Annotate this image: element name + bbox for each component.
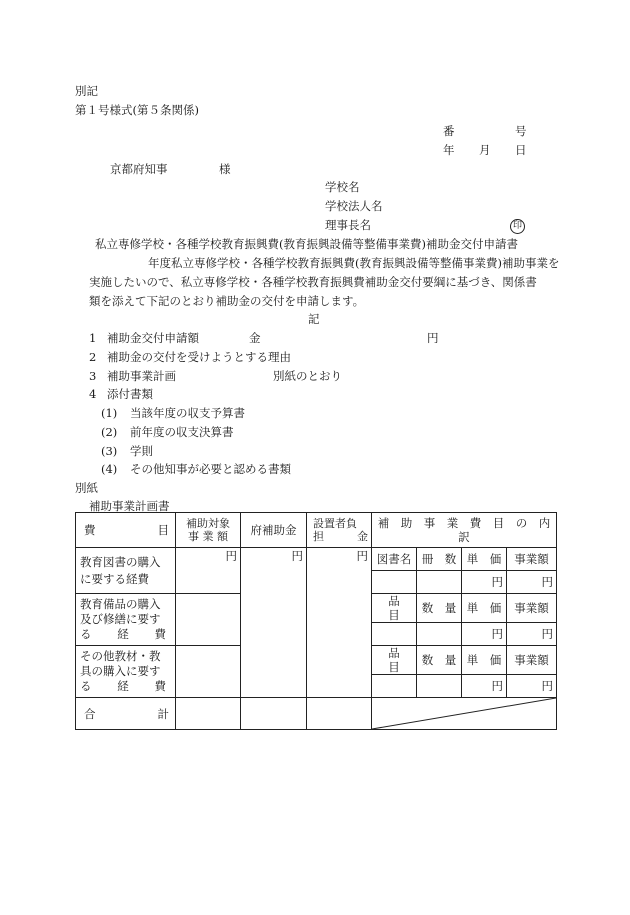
item-label: 補助事業計画 — [107, 369, 176, 383]
sub-header-item: 品 目 — [372, 646, 417, 675]
addressee-honorific: 様 — [219, 162, 231, 176]
sub-header-price: 単 価 — [462, 594, 507, 623]
cell-empty — [372, 571, 417, 594]
item-number: 1 — [89, 331, 97, 345]
item-plan-ref: 別紙のとおり — [273, 369, 342, 383]
row-equipment-name: 教育備品の購入 及び修繕に要す る 経 費 — [76, 594, 176, 646]
number-label-ban: 番 — [443, 124, 455, 138]
ki-heading: 記 — [308, 312, 320, 326]
header-target-amount: 補助対象 事 業 額 — [176, 513, 241, 548]
total-target — [176, 698, 241, 730]
attachment-label: 別記 — [75, 84, 98, 98]
attachment-number: (4) — [101, 462, 118, 476]
form-number: 第１号様式(第５条関係) — [75, 103, 199, 117]
date-year: 年 — [443, 143, 455, 157]
item-number: 4 — [89, 387, 97, 401]
row-books-target-yen: 円 — [176, 548, 241, 594]
item-number: 2 — [89, 350, 97, 364]
sub-header-qty: 冊 数 — [417, 548, 462, 571]
cell-empty — [417, 571, 462, 594]
sub-header-amount: 事業額 — [507, 594, 557, 623]
corporation-name-label: 学校法人名 — [325, 199, 383, 213]
row-equipment-target — [176, 594, 241, 646]
total-breakdown-diagonal — [372, 698, 557, 730]
annex-title: 補助事業計画書 — [89, 499, 170, 513]
attachment-label: 前年度の収支決算書 — [130, 425, 234, 439]
item-amount-kin: 金 — [249, 331, 261, 345]
chairman-name-label: 理事長名 — [325, 218, 371, 232]
burden-yen: 円 — [307, 548, 372, 698]
cell-empty — [372, 675, 417, 698]
sub-header-qty: 数 量 — [417, 594, 462, 623]
sub-header-price: 単 価 — [462, 646, 507, 675]
total-subsidy — [241, 698, 307, 730]
document-title: 私立専修学校・各種学校教育振興費(教育振興設備等整備事業費)補助金交付申請書 — [95, 237, 518, 251]
header-founder-burden: 設置者負 担 金 — [307, 513, 372, 548]
sub-header-qty: 数 量 — [417, 646, 462, 675]
date-month: 月 — [479, 143, 491, 157]
row-materials-target — [176, 646, 241, 698]
total-burden — [307, 698, 372, 730]
sub-header-amount: 事業額 — [507, 646, 557, 675]
row-materials-name: その他教材・教 具の購入に要す る 経 費 — [76, 646, 176, 698]
addressee: 京都府知事 — [110, 162, 168, 176]
diagonal-line — [372, 698, 556, 729]
sub-header-item: 品 目 — [372, 594, 417, 623]
sub-header-amount: 事業額 — [507, 548, 557, 571]
cell-empty — [372, 623, 417, 646]
row-books-name: 教育図書の購入 に要する経費 — [76, 548, 176, 594]
item-number: 3 — [89, 369, 97, 383]
school-name-label: 学校名 — [325, 180, 360, 194]
body-line-2: 実施したいので、私立専修学校・各種学校教育振興費補助金交付要綱に基づき、関係書 — [89, 275, 537, 289]
number-label-go: 号 — [515, 124, 527, 138]
cell-empty — [417, 675, 462, 698]
sub-header-item: 図書名 — [372, 548, 417, 571]
subsidy-yen: 円 — [241, 548, 307, 698]
body-line-3: 類を添えて下記のとおり補助金の交付を申請します。 — [89, 294, 365, 308]
item-amount-yen: 円 — [427, 331, 439, 345]
price-yen: 円 — [462, 623, 507, 646]
item-label: 補助金交付申請額 — [107, 331, 199, 345]
price-yen: 円 — [462, 571, 507, 594]
attachment-label: その他知事が必要と認める書類 — [130, 462, 291, 476]
amount-yen: 円 — [507, 623, 557, 646]
item-label: 添付書類 — [107, 387, 153, 401]
attachment-number: (3) — [101, 444, 118, 458]
header-breakdown: 補 助 事 業 費 目 の 内 訳 — [372, 513, 557, 548]
body-line-1: 年度私立専修学校・各種学校教育振興費(教育振興設備等整備事業費)補助事業を — [148, 256, 560, 270]
header-expense: 費 目 — [76, 513, 176, 548]
cell-empty — [417, 623, 462, 646]
attachment-label: 当該年度の収支予算書 — [130, 406, 245, 420]
price-yen: 円 — [462, 675, 507, 698]
total-label: 合 計 — [76, 698, 176, 730]
seal-mark — [510, 217, 525, 234]
attachment-number: (2) — [101, 425, 118, 439]
seal-icon: 印 — [510, 219, 525, 234]
annex-label: 別紙 — [75, 481, 98, 495]
amount-yen: 円 — [507, 571, 557, 594]
amount-yen: 円 — [507, 675, 557, 698]
sub-header-price: 単 価 — [462, 548, 507, 571]
attachment-label: 学則 — [130, 444, 153, 458]
date-day: 日 — [515, 143, 527, 157]
item-label: 補助金の交付を受けようとする理由 — [107, 350, 291, 364]
plan-table — [75, 512, 562, 730]
attachment-number: (1) — [101, 406, 118, 420]
header-subsidy: 府補助金 — [241, 513, 307, 548]
